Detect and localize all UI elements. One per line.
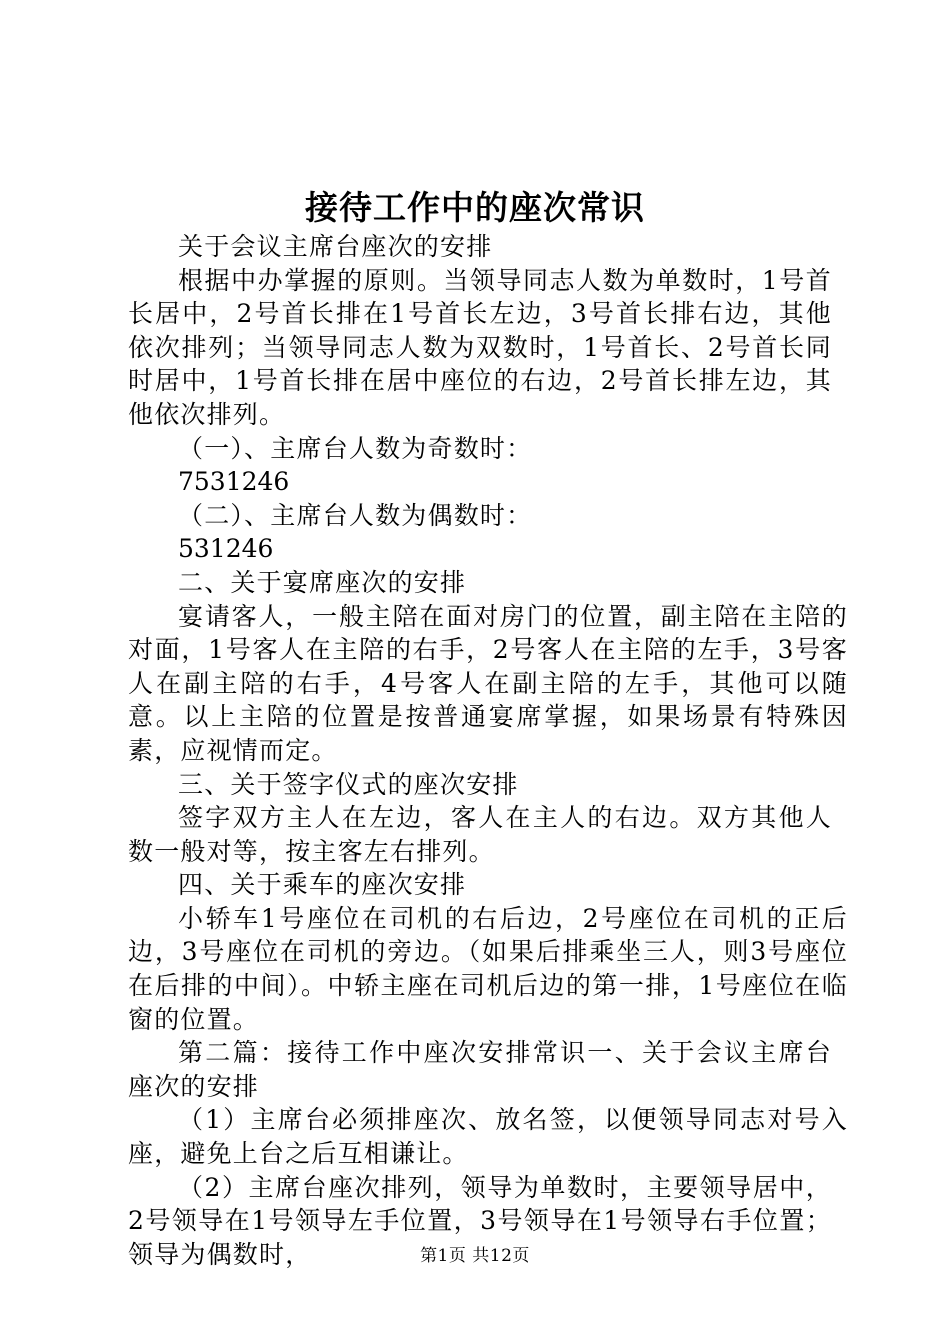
paragraph-heading-signing: 三、关于签字仪式的座次安排 [178, 769, 519, 799]
page-footer: 第1页 共12页 [420, 1246, 530, 1266]
paragraph-meeting-principle: 根据中办掌握的原则。当领导同志人数为单数时，1号首长居中，2号首长排在1号首长左边，3号首长排右边，其他依次排列；当领导同志人数为双数时，1号首长、2号首长同时居中，1号首长排在居中座位的右边，2号首长排左边，其他依次排列。 [128, 265, 832, 429]
paragraph-vehicle-rules: 小轿车1号座位在司机的右后边，2号座位在司机的正后边，3号座位在司机的旁边。（如果后排乘坐三人，则3号座位在后排的中间）。中轿主座在司机后边的第一排，1号座位在临窗的位置。 [128, 903, 848, 1034]
document-body [128, 230, 848, 1271]
paragraph-odd-heading: （一）、主席台人数为奇数时： [178, 433, 533, 463]
paragraph-banquet-rules: 宴请客人，一般主陪在面对房门的位置，副主陪在主陪的对面，1号客人在主陪的右手，2号客人在主陪的左手，3号客人在副主陪的右手，4号客人在副主陪的左手，其他可以随意。以上主陪的位置是按普通宴席掌握，如果场景有特殊因素，应视情而定。 [128, 601, 848, 765]
paragraph-rule-1: （1）主席台必须排座次、放名签，以便领导同志对号入座，避免上台之后互相谦让。 [128, 1105, 848, 1169]
document-title: 接待工作中的座次常识 [305, 188, 645, 227]
paragraph-odd-order: 7531246 [178, 467, 290, 497]
paragraph-even-heading: （二）、主席台人数为偶数时： [178, 500, 533, 530]
paragraph-second-article-heading: 第二篇：接待工作中座次安排常识一、关于会议主席台座次的安排 [128, 1038, 832, 1101]
paragraph-signing-rules: 签字双方主人在左边，客人在主人的右边。双方其他人数一般对等，按主客左右排列。 [128, 803, 832, 866]
paragraph-heading-banquet: 二、关于宴席座次的安排 [178, 567, 467, 597]
paragraph-heading-meeting: 关于会议主席台座次的安排 [178, 232, 493, 261]
paragraph-even-order: 531246 [178, 534, 274, 564]
paragraph-heading-vehicle: 四、关于乘车的座次安排 [178, 870, 467, 900]
paragraph-rule-2: （2）主席台座次排列，领导为单数时，主要领导居中，2号领导在1号领导左手位置，3号领导在1号领导右手位置；领导为偶数时， [128, 1172, 832, 1269]
